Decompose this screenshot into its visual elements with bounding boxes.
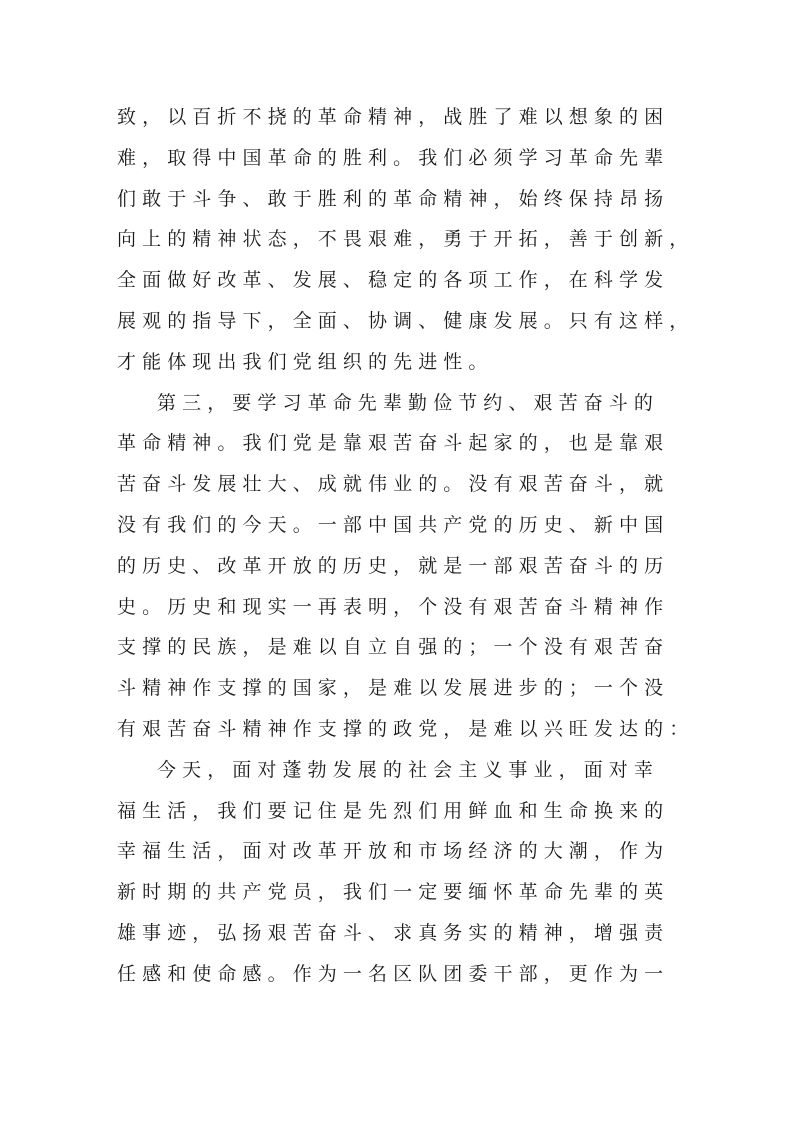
text-line: 雄事迹，弘扬艰苦奋斗、求真务实的精神，增强责	[117, 921, 670, 944]
paragraph-start-line: 今天，面对蓬勃发展的社会主义事业，面对幸	[157, 758, 660, 781]
text-line: 展观的指导下，全面、协调、健康发展。只有这样，	[117, 309, 695, 332]
text-line: 致，以百折不挠的革命精神，战胜了难以想象的困	[117, 106, 670, 128]
text-line: 幸福生活，面对改革开放和市场经济的大潮，作为	[117, 840, 670, 863]
text-line: 斗精神作支撑的国家，是难以发展进步的；一个没	[117, 677, 670, 700]
text-line: 有艰苦奋斗精神作支撑的政党，是难以兴旺发达的：	[117, 717, 695, 740]
text-line: 新时期的共产党员，我们一定要缅怀革命先辈的英	[117, 881, 670, 904]
text-line: 难，取得中国革命的胜利。我们必须学习革命先辈	[117, 146, 670, 169]
text-line: 支撑的民族，是难以自立自强的；一个没有艰苦奋	[117, 636, 670, 659]
text-line: 任感和使命感。作为一名区队团委干部，更作为一	[117, 962, 670, 985]
text-line: 才能体现出我们党组织的先进性。	[117, 350, 494, 373]
document-page	[117, 97, 695, 995]
text-line: 福生活，我们要记住是先烈们用鲜血和生命换来的	[117, 799, 670, 822]
text-line: 没有我们的今天。一部中国共产党的历史、新中国	[117, 513, 670, 536]
text-line: 苦奋斗发展壮大、成就伟业的。没有艰苦奋斗，就	[117, 473, 670, 496]
text-line: 革命精神。我们党是靠艰苦奋斗起家的，也是靠艰	[117, 432, 670, 455]
text-line: 们敢于斗争、敢于胜利的革命精神，始终保持昂扬	[117, 187, 670, 210]
text-line: 全面做好改革、发展、稳定的各项工作，在科学发	[117, 269, 670, 292]
paragraph-start-line: 第三，要学习革命先辈勤俭节约、艰苦奋斗的	[157, 391, 660, 414]
text-line: 史。历史和现实一再表明，个没有艰苦奋斗精神作	[117, 595, 670, 618]
text-line: 向上的精神状态，不畏艰难，勇于开拓，善于创新，	[117, 228, 695, 251]
text-line: 的历史、改革开放的历史，就是一部艰苦奋斗的历	[117, 554, 670, 577]
